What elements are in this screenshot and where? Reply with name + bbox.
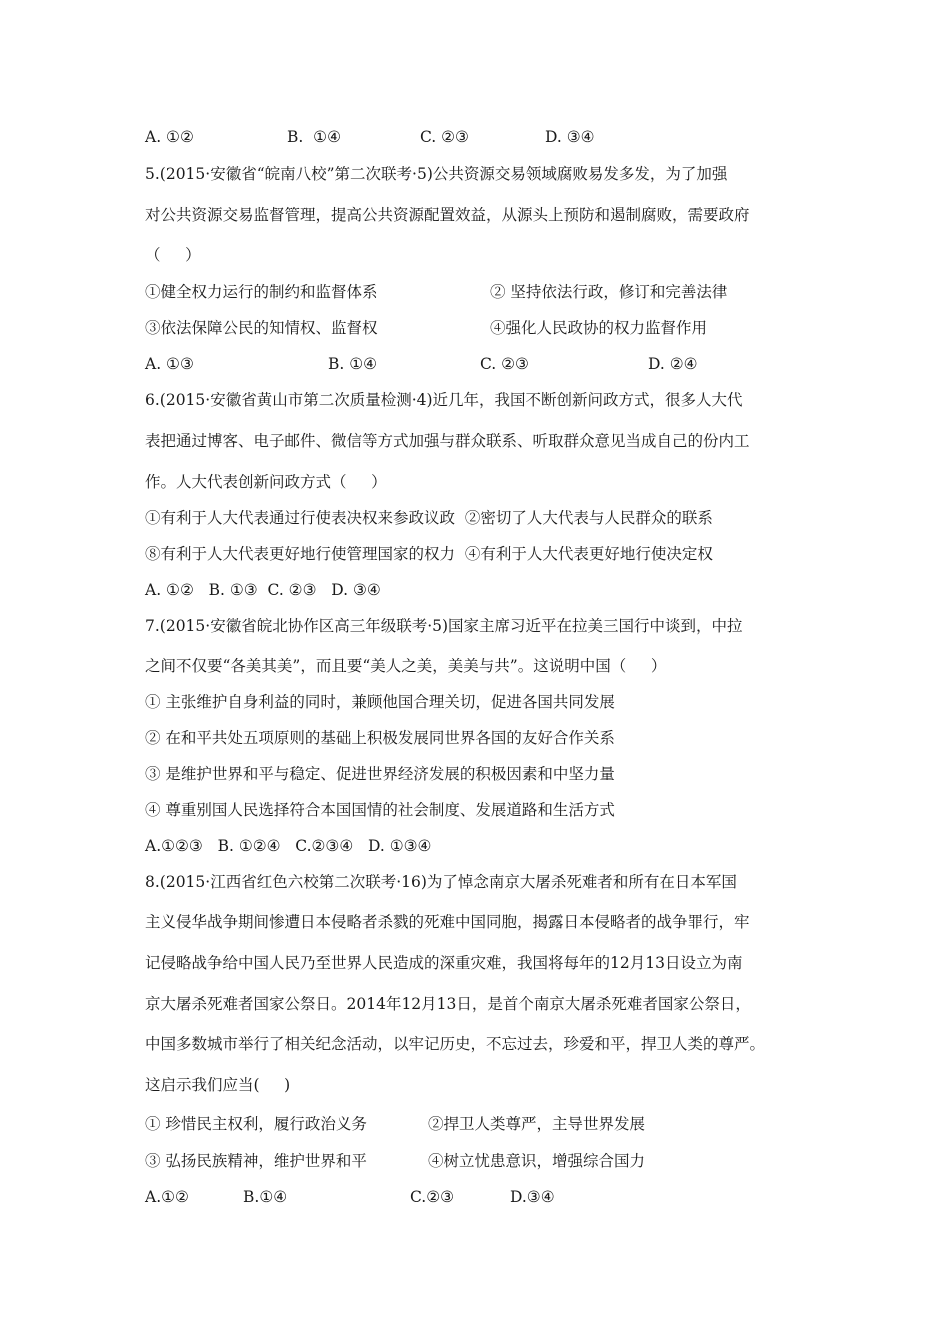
- q8-option-b: B.①④: [243, 1188, 288, 1206]
- q7-options: A.①②③ B. ①②④ C.②③④ D. ①③④: [145, 837, 432, 855]
- q8-stem-line-3: 记侵略战争给中国人民乃至世界人民造成的深重灾难，我国将每年的12月13日设立为南: [145, 954, 743, 972]
- q8-option-a: A.①②: [145, 1188, 189, 1206]
- q5-option-d: D. ②④: [648, 355, 698, 373]
- q6-stem-line-1: 6.(2015·安徽省黄山市第二次质量检测·4)近几年，我国不断创新问政方式，很多人大代: [145, 391, 743, 409]
- q7-statement-2: ② 在和平共处五项原则的基础上积极发展同世界各国的友好合作关系: [145, 729, 615, 747]
- q7-statement-4: ④ 尊重别国人民选择符合本国国情的社会制度、发展道路和生活方式: [145, 801, 615, 819]
- prev-question-option-a: A. ①②: [145, 128, 194, 146]
- q5-statement-4: ④强化人民政协的权力监督作用: [490, 319, 708, 337]
- q6-statements-row-2: ⑧有利于人大代表更好地行使管理国家的权力 ④有利于人大代表更好地行使决定权: [145, 545, 713, 563]
- q8-stem-line-6: 这启示我们应当( ): [145, 1076, 291, 1094]
- prev-question-option-c: C. ②③: [420, 128, 469, 146]
- q8-option-d: D.③④: [510, 1188, 555, 1206]
- q7-statement-3: ③ 是维护世界和平与稳定、促进世界经济发展的积极因素和中坚力量: [145, 765, 615, 783]
- q7-stem-line-2: 之间不仅要“各美其美”，而且要“美人之美，美美与共”。这说明中国（ ）: [145, 657, 667, 675]
- q5-statement-2: ② 坚持依法行政，修订和完善法律: [490, 283, 728, 301]
- q8-stem-line-5: 中国多数城市举行了相关纪念活动，以牢记历史，不忘过去，珍爱和平，捍卫人类的尊严。: [145, 1035, 766, 1053]
- q7-stem-line-1: 7.(2015·安徽省皖北协作区高三年级联考·5)国家主席习近平在拉美三国行中谈到，中拉: [145, 617, 743, 635]
- q8-option-c: C.②③: [410, 1188, 455, 1206]
- q5-answer-blank: （ ）: [145, 246, 201, 264]
- q5-statement-3: ③依法保障公民的知情权、监督权: [145, 319, 378, 337]
- prev-question-option-b: B. ①④: [287, 128, 341, 146]
- q5-stem-line-1: 5.(2015·安徽省“皖南八校”第二次联考·5)公共资源交易领域腐败易发多发，为了加强: [145, 165, 728, 183]
- q8-stem-line-4: 京大屠杀死难者国家公祭日。2014年12月13日，是首个南京大屠杀死难者国家公祭日，: [145, 995, 751, 1013]
- q5-statement-1: ①健全权力运行的制约和监督体系: [145, 283, 378, 301]
- q5-option-a: A. ①③: [145, 355, 194, 373]
- prev-question-option-d: D. ③④: [545, 128, 595, 146]
- q6-statements-row-1: ①有利于人大代表通过行使表决权来参政议政 ②密切了人大代表与人民群众的联系: [145, 509, 713, 527]
- q8-statement-4: ④树立忧患意识，增强综合国力: [428, 1152, 646, 1170]
- q8-statement-3: ③ 弘扬民族精神，维护世界和平: [145, 1152, 367, 1170]
- q8-stem-line-1: 8.(2015·江西省红色六校第二次联考·16)为了悼念南京大屠杀死难者和所有在日本军国: [145, 873, 737, 891]
- q6-stem-line-3: 作。人大代表创新问政方式（ ）: [145, 473, 387, 491]
- q5-stem-line-2: 对公共资源交易监督管理，提高公共资源配置效益，从源头上预防和遏制腐败，需要政府: [145, 206, 750, 224]
- q6-options: A. ①② B. ①③ C. ②③ D. ③④: [145, 581, 381, 599]
- q5-option-b: B. ①④: [328, 355, 378, 373]
- q8-stem-line-2: 主义侵华战争期间惨遭日本侵略者杀戮的死难中国同胞，揭露日本侵略者的战争罪行，牢: [145, 913, 750, 931]
- q7-statement-1: ① 主张维护自身利益的同时，兼顾他国合理关切，促进各国共同发展: [145, 693, 615, 711]
- q8-statement-1: ① 珍惜民主权利，履行政治义务: [145, 1115, 367, 1133]
- q5-option-c: C. ②③: [480, 355, 529, 373]
- q8-statement-2: ②捍卫人类尊严，主导世界发展: [428, 1115, 646, 1133]
- q6-stem-line-2: 表把通过博客、电子邮件、微信等方式加强与群众联系、听取群众意见当成自己的份内工: [145, 432, 750, 450]
